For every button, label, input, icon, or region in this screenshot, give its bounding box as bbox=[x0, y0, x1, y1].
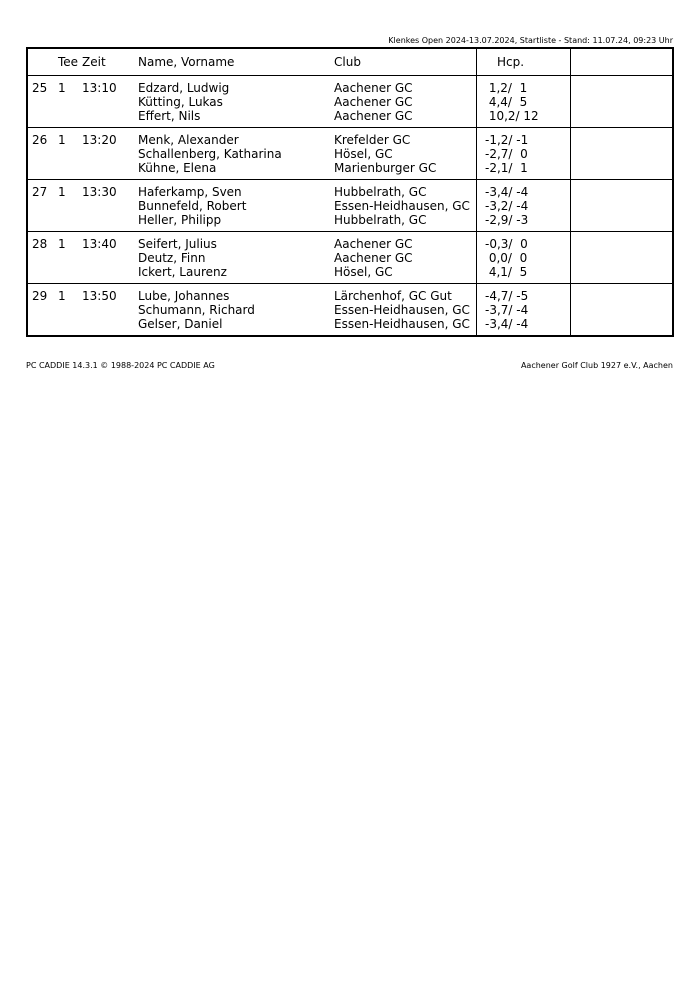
player-handicaps bbox=[477, 180, 571, 232]
player-hcp: -0,3/ 0 bbox=[485, 237, 528, 251]
column-header-nr bbox=[27, 48, 58, 76]
player-club: Essen-Heidhausen, GC bbox=[334, 199, 470, 213]
player-handicaps bbox=[477, 76, 571, 128]
group-tee: 1 bbox=[58, 180, 82, 232]
player-club: Hubbelrath, GC bbox=[334, 185, 427, 199]
player-name: Schallenberg, Katharina bbox=[138, 147, 282, 161]
player-hcp: -3,7/ -4 bbox=[485, 303, 529, 317]
player-club: Aachener GC bbox=[334, 81, 413, 95]
player-club: Krefelder GC bbox=[334, 133, 411, 147]
player-name: Edzard, Ludwig bbox=[138, 81, 230, 95]
footer-software: PC CADDIE 14.3.1 © 1988-2024 PC CADDIE AG bbox=[26, 361, 215, 370]
group-number: 27 bbox=[27, 180, 58, 232]
group-number: 29 bbox=[32, 289, 48, 303]
extra-cell bbox=[571, 128, 674, 180]
player-name: Effert, Nils bbox=[138, 109, 201, 123]
player-names bbox=[138, 232, 334, 284]
player-club: Hösel, GC bbox=[334, 147, 393, 161]
player-names bbox=[138, 76, 334, 128]
player-club: Aachener GC bbox=[334, 95, 413, 109]
group-number: 28 bbox=[27, 232, 58, 284]
group-tee: 1 bbox=[58, 128, 82, 180]
column-header-club: Club bbox=[334, 48, 477, 76]
player-name: Kütting, Lukas bbox=[138, 95, 223, 109]
group-time: 13:10 bbox=[82, 76, 138, 128]
player-clubs bbox=[334, 284, 477, 337]
player-clubs bbox=[334, 232, 477, 284]
start-list-table bbox=[26, 47, 674, 337]
player-name: Deutz, Finn bbox=[138, 251, 206, 265]
player-hcp: -2,7/ 0 bbox=[485, 147, 528, 161]
extra-cell bbox=[571, 284, 674, 337]
group-number: 25 bbox=[27, 76, 58, 128]
player-club: Hubbelrath, GC bbox=[334, 213, 427, 227]
player-name: Menk, Alexander bbox=[138, 133, 239, 147]
group-time: 13:40 bbox=[82, 232, 138, 284]
player-names bbox=[138, 284, 334, 337]
table-header-row bbox=[27, 48, 673, 76]
player-name: Heller, Philipp bbox=[138, 213, 222, 227]
player-handicaps bbox=[477, 284, 571, 337]
player-club: Aachener GC bbox=[334, 109, 413, 123]
group-tee: 1 bbox=[58, 76, 82, 128]
group-tee: 1 bbox=[58, 232, 82, 284]
player-names bbox=[138, 180, 334, 232]
player-hcp: 4,4/ 5 bbox=[485, 95, 528, 109]
player-name: Kühne, Elena bbox=[138, 161, 217, 175]
player-hcp: -1,2/ -1 bbox=[485, 133, 529, 147]
player-name: Gelser, Daniel bbox=[138, 317, 223, 331]
player-club: Aachener GC bbox=[334, 237, 413, 251]
player-names bbox=[138, 128, 334, 180]
player-club: Essen-Heidhausen, GC bbox=[334, 303, 470, 317]
player-hcp: -3,4/ -4 bbox=[485, 317, 529, 331]
player-hcp: -3,4/ -4 bbox=[485, 185, 529, 199]
table-row bbox=[27, 232, 673, 284]
player-hcp: 0,0/ 0 bbox=[485, 251, 528, 265]
player-hcp: -2,9/ -3 bbox=[485, 213, 529, 227]
player-name: Haferkamp, Sven bbox=[138, 185, 242, 199]
table-row bbox=[27, 128, 673, 180]
player-club: Hösel, GC bbox=[334, 265, 393, 279]
player-handicaps bbox=[477, 128, 571, 180]
player-name: Seifert, Julius bbox=[138, 237, 217, 251]
player-club: Lärchenhof, GC Gut bbox=[334, 289, 452, 303]
column-header-extra bbox=[571, 48, 674, 76]
player-hcp: -3,2/ -4 bbox=[485, 199, 529, 213]
group-time: 13:50 bbox=[82, 289, 117, 303]
player-hcp: -2,1/ 1 bbox=[485, 161, 528, 175]
group-tee: 1 bbox=[58, 289, 66, 303]
table-row bbox=[27, 180, 673, 232]
player-name: Ickert, Laurenz bbox=[138, 265, 227, 279]
player-hcp: 4,1/ 5 bbox=[485, 265, 528, 279]
extra-cell bbox=[571, 232, 674, 284]
column-header-name: Name, Vorname bbox=[138, 48, 334, 76]
player-club: Marienburger GC bbox=[334, 161, 437, 175]
column-header-tee: Tee bbox=[58, 48, 82, 76]
player-hcp: -4,7/ -5 bbox=[485, 289, 529, 303]
player-club: Essen-Heidhausen, GC bbox=[334, 317, 470, 331]
group-time: 13:20 bbox=[82, 128, 138, 180]
table-row bbox=[27, 76, 673, 128]
player-clubs bbox=[334, 76, 477, 128]
column-header-zeit: Zeit bbox=[82, 48, 138, 76]
player-clubs bbox=[334, 180, 477, 232]
group-time: 13:30 bbox=[82, 180, 138, 232]
player-name: Schumann, Richard bbox=[138, 303, 255, 317]
player-handicaps bbox=[477, 232, 571, 284]
group-number: 26 bbox=[27, 128, 58, 180]
document-header: Klenkes Open 2024-13.07.2024, Startliste - Stand: 11.07.24, 09:23 Uhr bbox=[388, 36, 673, 45]
extra-cell bbox=[571, 76, 674, 128]
player-name: Bunnefeld, Robert bbox=[138, 199, 247, 213]
player-hcp: 10,2/ 12 bbox=[485, 109, 539, 123]
column-header-hcp: Hcp. bbox=[477, 48, 571, 76]
player-club: Aachener GC bbox=[334, 251, 413, 265]
player-clubs bbox=[334, 128, 477, 180]
extra-cell bbox=[571, 180, 674, 232]
table-row bbox=[27, 284, 673, 337]
footer-club: Aachener Golf Club 1927 e.V., Aachen bbox=[520, 361, 673, 370]
player-hcp: 1,2/ 1 bbox=[485, 81, 528, 95]
player-name: Lube, Johannes bbox=[138, 289, 230, 303]
